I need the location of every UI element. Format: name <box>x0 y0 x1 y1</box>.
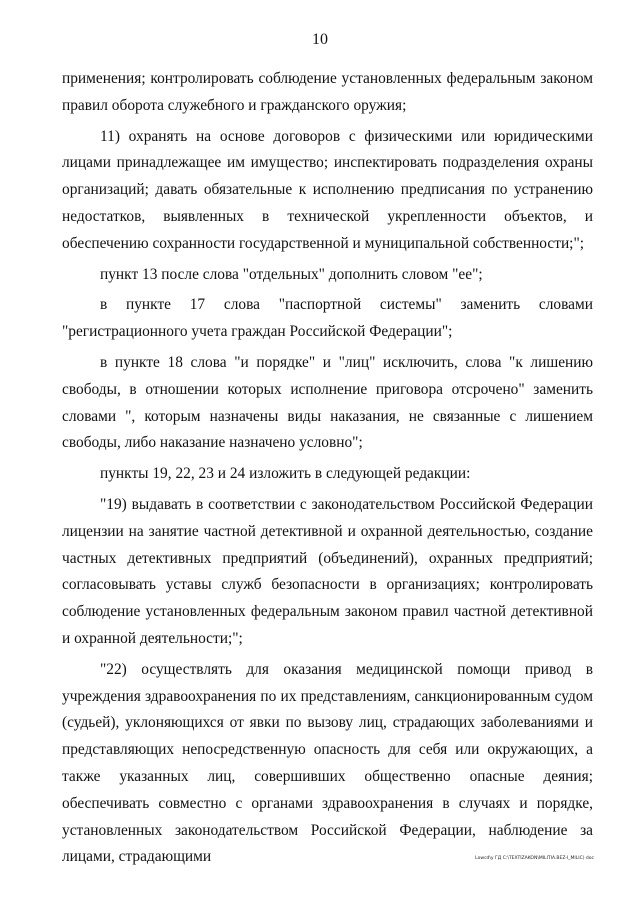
paragraph: в пункте 18 слова "и порядке" и "лиц" исключить, слова "к лишению свободы, в отношении которых исполнение приговора отсрочено" заменить словами ", которым назначены виды наказания, не связанные с лишением свободы, либо наказание назначено условно"; <box>62 353 593 452</box>
paragraph: в пункте 17 слова "паспортной системы" заменить словами "регистрационного учета граждан Российской Федерации"; <box>62 296 593 341</box>
page-number: 10 <box>312 31 328 48</box>
paragraph: применения; контролировать соблюдение установленных федеральным законом правил оборота служебного и гражданского оружия; <box>62 70 593 114</box>
document-body <box>62 66 593 871</box>
paragraph: "22) осуществлять для оказания медицинской помощи привод в учреждения здравоохранения по их представлениям, санкционированным судом (судьей), уклоняющихся от явки по вызову лиц, страдающих заболеваниями и представляющих непосредственную опасность для себя или окружающих, а также указанных лиц, совершивших общественно опасные деяния; обеспечивать совместно с органами здравоохранения в случаях и порядке, установленных законодательством Российской Федерации, наблюдение за лицами, страдающими <box>62 660 593 866</box>
paragraph: пункт 13 после слова "отдельных" дополнить словом "ее"; <box>100 265 483 283</box>
paragraph: "19) выдавать в соответствии с законодательством Российской Федерации лицензии на занятие частной детективной и охранной деятельностью, создание частных детективных предприятий (объединений), охранных предприятий; согласовывать уставы служб безопасности в организациях; контролировать соблюдение установленных федеральным законом правил частной детективной и охранной деятельности;"; <box>62 495 593 647</box>
paragraph: пункты 19, 22, 23 и 24 изложить в следующей редакции: <box>100 465 471 483</box>
file-path-stamp: Lоwcd\y ГД C:\TEXTIZAKON\MILITIA.BEZ-I_MILIC) doc <box>475 856 594 861</box>
paragraph: 11) охранять на основе договоров с физическими или юридическими лицами принадлежащее им имущество; инспектировать подразделения охраны организаций; давать обязательные к исполнению предписания по устранению недостатков, выявленных в технической укрепленности объектов, и обеспечению сохранности государственной и муниципальной собственности;"; <box>62 127 593 252</box>
